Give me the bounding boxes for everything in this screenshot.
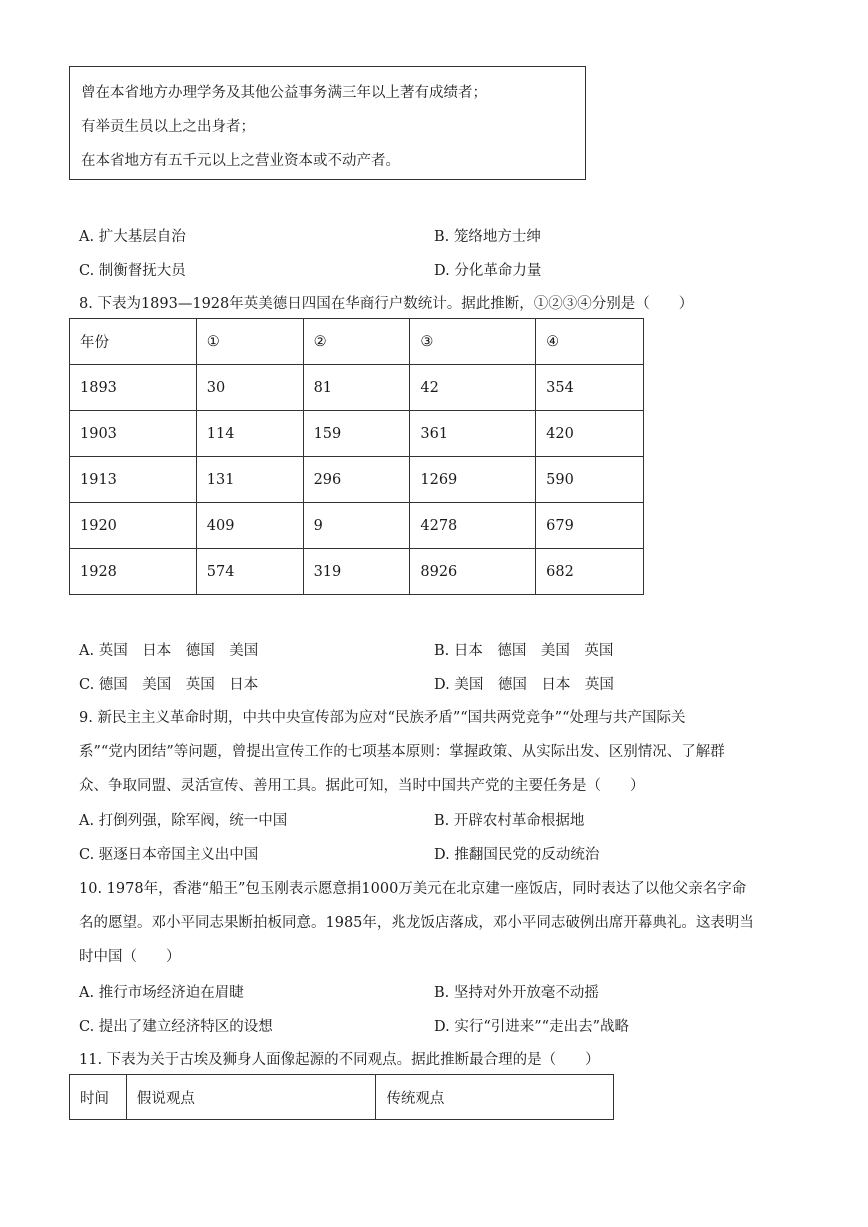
table-cell: 159 [303,411,410,457]
q10-option-b[interactable]: B. 坚持对外开放毫不动摇 [434,985,599,1001]
table-cell: 574 [196,549,303,595]
box-line: 在本省地方有五千元以上之营业资本或不动产者。 [81,153,400,169]
table-header-row [70,1075,614,1120]
header-cell: ② [303,319,410,365]
table-header-row [70,319,644,365]
q8-stem: 8. 下表为1893—1928年英美德日四国在华商行户数统计。据此推断，①②③④分别是（ ） [79,296,694,312]
table-cell: 590 [536,457,644,503]
q11-table [69,1074,614,1120]
q10-option-d[interactable]: D. 实行“引进来”“走出去”战略 [434,1019,629,1035]
table-cell: 420 [536,411,644,457]
table-cell: 1269 [410,457,536,503]
table-cell: 1903 [70,411,197,457]
q8-table [69,318,644,595]
table-cell: 81 [303,365,410,411]
q7-option-c[interactable]: C. 制衡督抚大员 [79,263,186,279]
q11-stem: 11. 下表为关于古埃及狮身人面像起源的不同观点。据此推断最合理的是（ ） [79,1052,600,1068]
conditions-box [69,66,586,180]
table-cell: 42 [410,365,536,411]
q10-stem-line: 名的愿望。邓小平同志果断拍板同意。1985年，兆龙饭店落成，邓小平同志破例出席开幕典礼。这表明当 [79,915,754,931]
table-cell: 114 [196,411,303,457]
header-cell: 年份 [70,319,197,365]
table-cell: 30 [196,365,303,411]
table-row [70,503,644,549]
table-cell: 361 [410,411,536,457]
header-cell: 假说观点 [126,1075,376,1120]
header-cell: 传统观点 [376,1075,614,1120]
table-cell: 1893 [70,365,197,411]
q8-option-b[interactable]: B. 日本 德国 美国 英国 [434,643,614,659]
table-cell: 679 [536,503,644,549]
header-cell: ③ [410,319,536,365]
q10-option-c[interactable]: C. 提出了建立经济特区的设想 [79,1019,273,1035]
table-cell: 4278 [410,503,536,549]
q7-option-b[interactable]: B. 笼络地方士绅 [434,229,541,245]
table-row [70,549,644,595]
table-cell: 8926 [410,549,536,595]
q7-option-d[interactable]: D. 分化革命力量 [434,263,542,279]
header-cell: ① [196,319,303,365]
q10-stem-line: 10. 1978年，香港“船王”包玉刚表示愿意捐1000万美元在北京建一座饭店，同时表达了以他父亲名字命 [79,881,747,897]
q9-option-d[interactable]: D. 推翻国民党的反动统治 [434,847,600,863]
table-cell: 131 [196,457,303,503]
header-cell: 时间 [70,1075,127,1120]
box-line: 曾在本省地方办理学务及其他公益事务满三年以上著有成绩者； [81,85,487,101]
table-cell: 296 [303,457,410,503]
table-cell: 319 [303,549,410,595]
q9-option-a[interactable]: A. 打倒列强，除军阀，统一中国 [79,813,288,829]
table-cell: 354 [536,365,644,411]
table-cell: 682 [536,549,644,595]
table-cell: 9 [303,503,410,549]
q8-option-a[interactable]: A. 英国 日本 德国 美国 [79,643,259,659]
q9-option-b[interactable]: B. 开辟农村革命根据地 [434,813,585,829]
q10-option-a[interactable]: A. 推行市场经济迫在眉睫 [79,985,244,1001]
header-cell: ④ [536,319,644,365]
q9-stem-line: 系”“党内团结”等问题，曾提出宣传工作的七项基本原则：掌握政策、从实际出发、区别情况、了解群 [79,744,725,760]
q9-stem-line: 众、争取同盟、灵活宣传、善用工具。据此可知，当时中国共产党的主要任务是（ ） [79,778,645,794]
q10-stem-line: 时中国（ ） [79,949,181,965]
table-cell: 1913 [70,457,197,503]
table-cell: 1920 [70,503,197,549]
q9-stem-line: 9. 新民主主义革命时期，中共中央宣传部为应对“民族矛盾”“国共两党竞争”“处理与共产国际关 [79,710,686,726]
q8-option-c[interactable]: C. 德国 美国 英国 日本 [79,677,259,693]
table-row [70,411,644,457]
table-row [70,457,644,503]
q7-option-a[interactable]: A. 扩大基层自治 [79,229,186,245]
table-row [70,365,644,411]
q8-option-d[interactable]: D. 美国 德国 日本 英国 [434,677,614,693]
q9-option-c[interactable]: C. 驱逐日本帝国主义出中国 [79,847,259,863]
table-cell: 409 [196,503,303,549]
box-line: 有举贡生员以上之出身者； [81,119,255,135]
table-cell: 1928 [70,549,197,595]
